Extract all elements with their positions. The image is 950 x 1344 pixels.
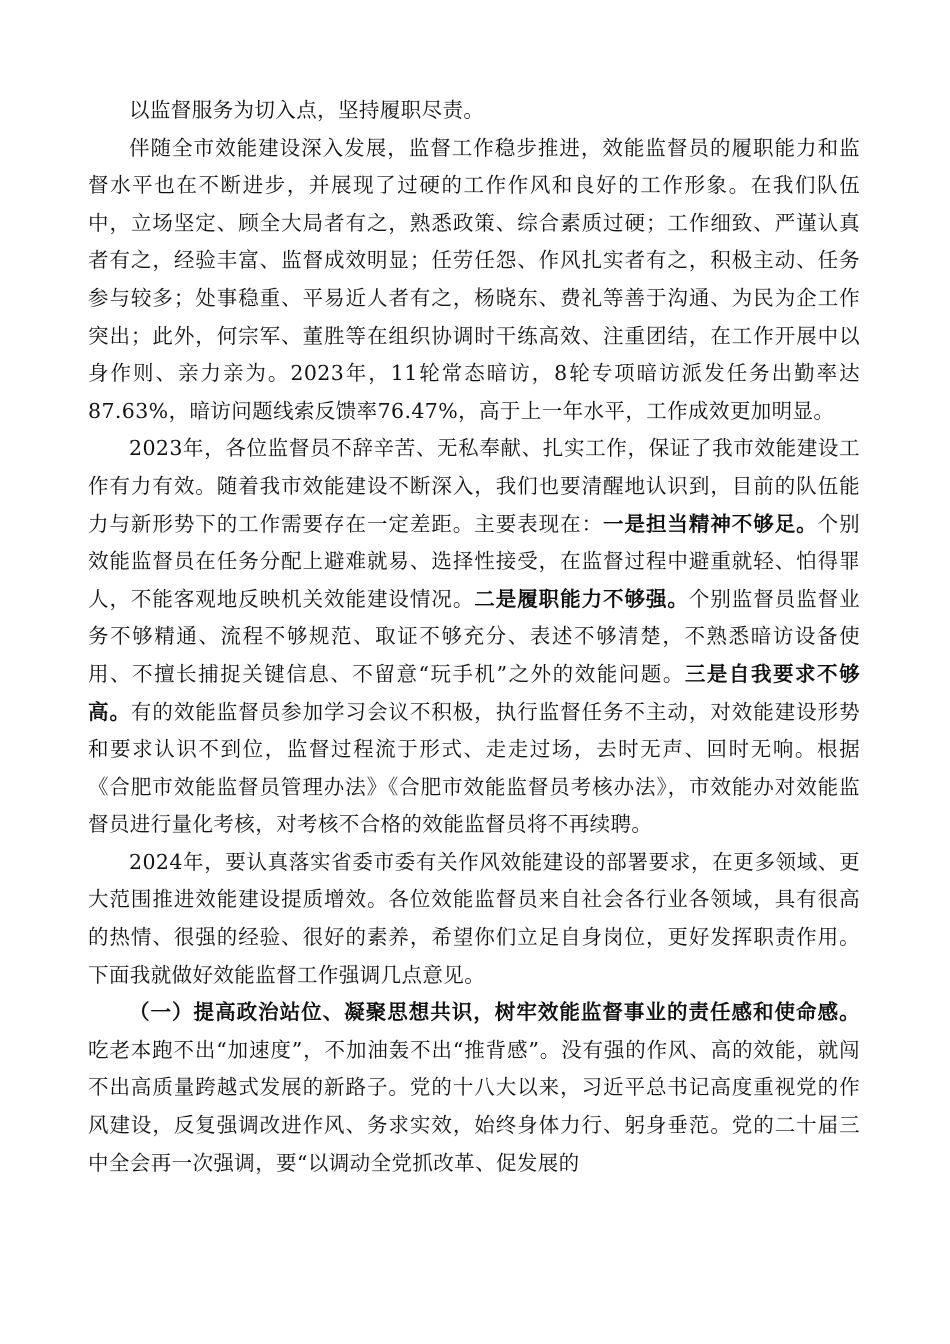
bold-heading-3: 三是自我要求不够高。 [88,661,860,724]
text-segment: 个别监督员监督业务不够精通、流程不够规范、取证不够充分、表述不够清楚，不熟悉暗访设备使用、不擅长捕捉关键信息、不留意“玩手机”之外的效能问题。 [88,586,861,686]
document-page [88,92,860,1182]
bold-heading-1: 一是担当精神不够足。 [603,511,818,536]
text-segment: 吃老本跑不出“加速度”，不加油轰不出“推背感”。没有强的作风、高的效能，就闯不出高质量跨越式发展的新路子。党的十八大以来，习近平总书记高度重视党的作风建设，反复强调改进作风、务求实效，始终身体力行、躬身垂范。党的二十届三中全会再一次强调，要“以调动全党抓改革、促发展的 [88,1037,860,1175]
text-segment: 伴随全市效能建设深入发展，监督工作稳步推进，效能监督员的履职能力和监督水平也在不断进步，并展现了过硬的工作作风和良好的工作形象。在我们队伍中，立场坚定、顾全大局者有之，熟悉政策、综合素质过硬；工作细致、严谨认真者有之，经验丰富、监督成效明显；任劳任怨、作风扎实者有之，积极主动、任务参与较多；处事稳重、平易近人者有之，杨晓东、费礼等善于沟通、为民为企工作突出；此外，何宗军、董胜等在组织协调时干练高效、注重团结，在工作开展中以身作则、亲力亲为。2023年，11轮常态暗访，8轮专项暗访派发任务出勤率达87.63%，暗访问题线索反馈率76.47%，高于上一年水平，工作成效更加明显。 [88,135,860,423]
paragraph-section-one [88,994,860,1182]
text-segment: 以监督服务为切入点，坚持履职尽责。 [129,98,485,122]
paragraph-problems [88,430,860,844]
paragraph-team-performance [88,130,860,431]
text-segment: 2024年，要认真落实省委市委有关作风效能建设的部署要求，在更多领域、更大范围推进效能建设提质增效。各位效能监督员来自社会各行业各领域，具有很高的热情、很强的经验、很好的素养，希望你们立足自身岗位，更好发挥职责作用。下面我就做好效能监督工作强调几点意见。 [88,849,860,987]
text-segment: 2023年，各位监督员不辞辛苦、无私奉献、扎实工作，保证了我市效能建设工作有力有效。随着我市效能建设不断深入，我们也要清醒地认识到，目前的队伍能力与新形势下的工作需要存在一定差距。主要表现在： [88,436,860,536]
paragraph-2024-plan [88,844,860,994]
text-segment: 个别效能监督员在任务分配上避难就易、选择性接受，在监督过程中避重就轻、怕得罪人，不能客观地反映机关效能建设情况。 [88,511,860,611]
paragraph-intro [88,92,860,130]
text-segment: 有的效能监督员参加学习会议不积极，执行监督任务不主动，对效能建设形势和要求认识不到位，监督过程流于形式、走走过场，去时无声、回时无响。根据《合肥市效能监督员管理办法》《合肥市效能监督员考核办法》，市效能办对效能监督员进行量化考核，对考核不合格的效能监督员将不再续聘。 [88,699,860,837]
section-heading: （一）提高政治站位、凝聚思想共识，树牢效能监督事业的责任感和使命感。 [129,1000,860,1025]
bold-heading-2: 二是履职能力不够强。 [474,586,689,611]
